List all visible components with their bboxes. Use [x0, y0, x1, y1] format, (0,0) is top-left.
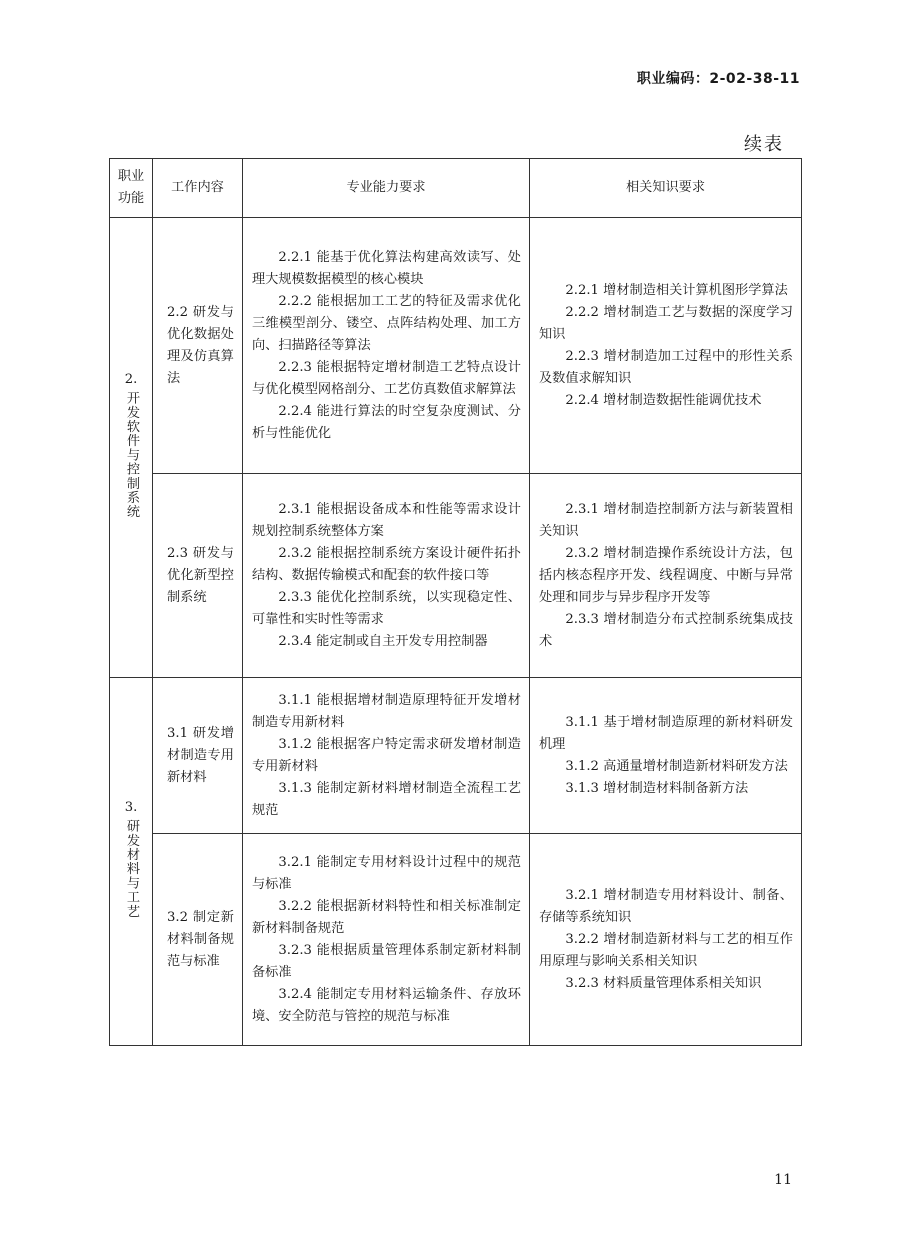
function-number: 2.	[124, 371, 138, 387]
ability-item: 2.2.1 能基于优化算法构建高效读写、处理大规模数据模型的核心模块	[252, 249, 521, 287]
header-ability: 专业能力要求	[243, 159, 530, 218]
table-header-row	[110, 159, 802, 218]
ability-item: 2.3.1 能根据设备成本和性能等需求设计规划控制系统整体方案	[252, 501, 521, 539]
ability-cell	[243, 678, 530, 834]
knowledge-item: 2.3.1 增材制造控制新方法与新装置相关知识	[539, 501, 793, 539]
continued-label: 续表	[744, 134, 784, 155]
header-knowledge: 相关知识要求	[530, 159, 802, 218]
ability-cell	[243, 218, 530, 474]
ability-item: 2.3.4 能定制或自主开发专用控制器	[278, 633, 488, 649]
knowledge-item: 3.1.1 基于增材制造原理的新材料研发机理	[539, 714, 793, 752]
ability-item: 2.2.3 能根据特定增材制造工艺特点设计与优化模型网格剖分、工艺仿真数值求解算法	[252, 359, 521, 397]
table-row	[110, 678, 802, 834]
knowledge-cell	[530, 474, 802, 678]
ability-item: 2.2.2 能根据加工工艺的特征及需求优化三维模型剖分、镂空、点阵结构处理、加工方向、扫描路径等算法	[252, 293, 521, 353]
ability-item: 3.2.1 能制定专用材料设计过程中的规范与标准	[252, 854, 521, 892]
function-number: 3.	[124, 799, 138, 815]
knowledge-cell	[530, 678, 802, 834]
header-work-content: 工作内容	[153, 159, 243, 218]
knowledge-item: 2.2.2 增材制造工艺与数据的深度学习知识	[539, 304, 793, 342]
function-name: 开发软件与控制系统	[124, 390, 139, 519]
occupation-code: 职业编码：2-02-38-11	[636, 71, 800, 87]
knowledge-item: 3.2.3 材料质量管理体系相关知识	[565, 975, 762, 991]
page-number: 11	[774, 1172, 792, 1188]
ability-item: 3.2.2 能根据新材料特性和相关标准制定新材料制备规范	[252, 898, 521, 936]
work-content-cell: 2.2 研发与优化数据处理及仿真算法	[153, 218, 243, 474]
ability-item: 3.1.3 能制定新材料增材制造全流程工艺规范	[252, 780, 521, 818]
knowledge-item: 3.1.3 增材制造材料制备新方法	[565, 780, 749, 796]
header-function: 职业 功能	[110, 159, 153, 218]
function-name: 研发材料与工艺	[124, 818, 139, 919]
ability-item: 2.3.2 能根据控制系统方案设计硬件拓扑结构、数据传输模式和配套的软件接口等	[252, 545, 521, 583]
knowledge-item: 2.3.3 增材制造分布式控制系统集成技术	[539, 611, 793, 649]
knowledge-cell	[530, 834, 802, 1046]
ability-item: 2.2.4 能进行算法的时空复杂度测试、分析与性能优化	[252, 403, 521, 441]
ability-item: 2.3.3 能优化控制系统，以实现稳定性、可靠性和实时性等需求	[252, 589, 521, 627]
ability-cell	[243, 474, 530, 678]
function-cell	[110, 218, 153, 678]
knowledge-item: 2.2.1 增材制造相关计算机图形学算法	[565, 282, 788, 298]
knowledge-item: 2.2.3 增材制造加工过程中的形性关系及数值求解知识	[539, 348, 793, 386]
work-content-cell: 3.2 制定新材料制备规范与标准	[153, 834, 243, 1046]
ability-item: 3.2.4 能制定专用材料运输条件、存放环境、安全防范与管控的规范与标准	[252, 986, 521, 1024]
knowledge-item: 3.2.1 增材制造专用材料设计、制备、存储等系统知识	[539, 887, 793, 925]
work-content-cell: 3.1 研发增材制造专用新材料	[153, 678, 243, 834]
knowledge-item: 3.1.2 高通量增材制造新材料研发方法	[565, 758, 788, 774]
ability-item: 3.2.3 能根据质量管理体系制定新材料制备标准	[252, 942, 521, 980]
work-content-cell: 2.3 研发与优化新型控制系统	[153, 474, 243, 678]
ability-item: 3.1.1 能根据增材制造原理特征开发增材制造专用新材料	[252, 692, 521, 730]
knowledge-item: 3.2.2 增材制造新材料与工艺的相互作用原理与影响关系相关知识	[539, 931, 793, 969]
knowledge-item: 2.2.4 增材制造数据性能调优技术	[565, 392, 762, 408]
table-row	[110, 474, 802, 678]
table-row	[110, 834, 802, 1046]
knowledge-item: 2.3.2 增材制造操作系统设计方法，包括内核态程序开发、线程调度、中断与异常处理和同步与异步程序开发等	[539, 545, 793, 605]
knowledge-cell	[530, 218, 802, 474]
ability-item: 3.1.2 能根据客户特定需求研发增材制造专用新材料	[252, 736, 521, 774]
ability-cell	[243, 834, 530, 1046]
table-row	[110, 218, 802, 474]
function-cell	[110, 678, 153, 1046]
skills-table	[109, 158, 802, 1046]
